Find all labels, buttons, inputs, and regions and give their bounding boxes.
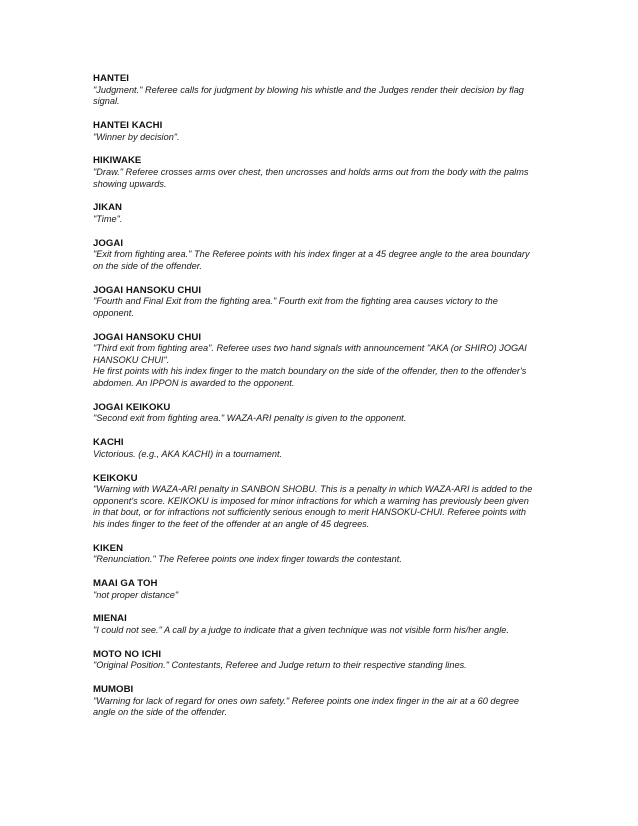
definition-line: "Renunciation." The Referee points one index finger towards the contestant. bbox=[93, 554, 402, 565]
definition-line: showing upwards. bbox=[93, 178, 167, 189]
entry-maai-ga-toh bbox=[93, 578, 551, 601]
entry-mienai bbox=[93, 613, 551, 636]
definition-line: "Warning with WAZA-ARI penalty in SANBON SHOBU. This is a penalty in which WAZA-ARI is added to the bbox=[93, 484, 533, 495]
entry-hikiwake bbox=[93, 155, 551, 190]
definition-line: He first points with his index finger to the match boundary on the side of the offender, then to the offender's bbox=[93, 366, 527, 377]
definition-line: opponent's score. KEIKOKU is imposed for minor infractions for which a warning has previously been given bbox=[93, 495, 529, 506]
definition-line: in that bout, or for infractions not sufficiently serious enough to merit HANSOKU-CHUI. Referee points with bbox=[93, 507, 527, 518]
entry-kachi bbox=[93, 437, 551, 460]
definition-line: "Second exit from fighting area." WAZA-ARI penalty is given to the opponent. bbox=[93, 413, 407, 424]
definition-line: "I could not see." A call by a judge to indicate that a given technique was not visible form his/her angle. bbox=[93, 625, 509, 636]
definition bbox=[93, 590, 551, 602]
term: HANTEI bbox=[93, 73, 130, 84]
definition bbox=[93, 85, 551, 108]
definition bbox=[93, 660, 551, 672]
entry-jikan bbox=[93, 202, 551, 225]
entry-jogai-hansoku-chui-third bbox=[93, 332, 551, 390]
definition bbox=[93, 696, 551, 719]
term: JIKAN bbox=[93, 202, 123, 214]
term: JOGAI KEIKOKU bbox=[93, 401, 171, 413]
definition-line: abdomen. An IPPON is awarded to the opponent. bbox=[93, 378, 295, 388]
definition-line: "Third exit from fighting area". Referee uses two hand signals with announcement "AKA (or SHIRO) JOGAI bbox=[93, 343, 527, 354]
term: MUMOBI bbox=[93, 684, 134, 696]
glossary-page bbox=[93, 73, 551, 731]
definition bbox=[93, 214, 551, 226]
definition-line: "Original Position." Contestants, Referee and Judge return to their respective standing lines. bbox=[93, 660, 467, 671]
entry-kiken bbox=[93, 543, 551, 566]
entry-moto-no-ichi bbox=[93, 649, 551, 672]
definition bbox=[93, 167, 551, 190]
entry-keikoku bbox=[93, 473, 551, 531]
entry-jogai-hansoku-chui-fourth bbox=[93, 285, 551, 320]
term: MOTO NO ICHI bbox=[93, 648, 162, 660]
definition bbox=[93, 554, 551, 566]
definition bbox=[93, 296, 551, 319]
definition bbox=[93, 449, 551, 461]
definition-line: "Draw." Referee crosses arms over chest, then uncrosses and holds arms out from the body with the palms bbox=[93, 166, 529, 177]
definition-line: Victorious. (e.g., AKA KACHI) in a tournament. bbox=[93, 448, 283, 459]
definition-line: "Time". bbox=[93, 213, 123, 224]
definition-line: "not proper distance" bbox=[93, 589, 179, 600]
term: MIENAI bbox=[93, 613, 127, 625]
definition-line: signal. bbox=[93, 96, 120, 107]
definition-line: "Exit from fighting area." The Referee points with his index finger at a 45 degree angle to the area boundary bbox=[93, 249, 530, 260]
definition bbox=[93, 413, 551, 425]
definition-line: "Fourth and Final Exit from the fighting area." Fourth exit from the fighting area causes victory to the bbox=[93, 296, 498, 307]
definition-line: "Warning for lack of regard for ones own safety." Referee points one index finger in the air at a 60 degree bbox=[93, 695, 519, 706]
entry-jogai bbox=[93, 238, 551, 273]
term: HIKIWAKE bbox=[93, 155, 142, 167]
term: KEIKOKU bbox=[93, 472, 138, 484]
definition-line: opponent. bbox=[93, 307, 134, 318]
term: KIKEN bbox=[93, 542, 124, 554]
definition-line: angle on the side of the offender. bbox=[93, 707, 227, 718]
definition bbox=[93, 625, 551, 637]
term: KACHI bbox=[93, 437, 124, 449]
term: MAAI GA TOH bbox=[93, 578, 158, 590]
definition-line: HANSOKU CHUI". bbox=[93, 354, 170, 365]
entry-hantei-kachi bbox=[93, 120, 551, 143]
term: JOGAI HANSOKU CHUI bbox=[93, 331, 202, 343]
definition-line: "Winner by decision". bbox=[93, 131, 180, 142]
definition bbox=[93, 132, 551, 144]
definition-line: "Judgment." Referee calls for judgment by blowing his whistle and the Judges render their decision by flag bbox=[93, 84, 524, 95]
definition bbox=[93, 249, 551, 272]
entry-hantei bbox=[93, 73, 551, 108]
definition-line: his indes finger to the feet of the offender at an angle of 45 degrees. bbox=[93, 518, 370, 529]
definition bbox=[93, 484, 551, 530]
entry-mumobi bbox=[93, 684, 551, 719]
term: JOGAI HANSOKU CHUI bbox=[93, 284, 202, 296]
term: HANTEI KACHI bbox=[93, 119, 163, 131]
definition-line: on the side of the offender. bbox=[93, 260, 202, 271]
term: JOGAI bbox=[93, 237, 124, 249]
definition bbox=[93, 343, 551, 389]
entry-jogai-keikoku bbox=[93, 402, 551, 425]
